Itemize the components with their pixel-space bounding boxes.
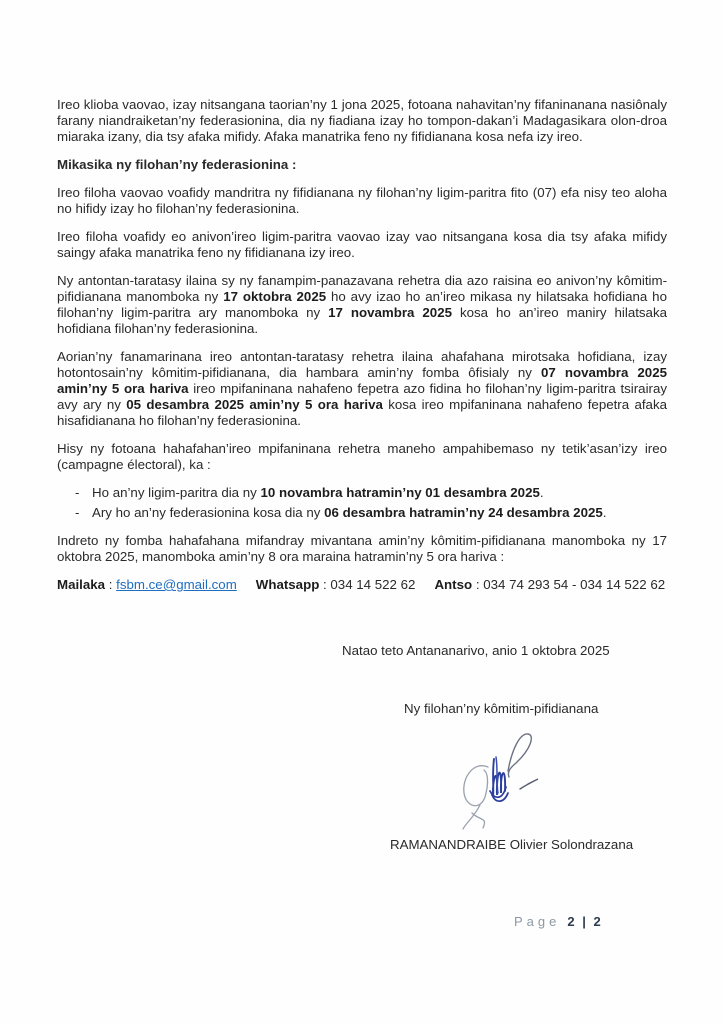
signature-block bbox=[452, 725, 572, 835]
paragraph-documents-dates bbox=[57, 273, 667, 337]
separator: : bbox=[472, 577, 484, 592]
list-item-federation-period bbox=[57, 505, 667, 521]
phone-numbers: 034 74 293 54 - 034 14 522 62 bbox=[483, 577, 666, 592]
dateline: Natao teto Antananarivo, anio 1 oktobra 2025 bbox=[342, 643, 610, 658]
text-run: Ary ho an’ny federasionina kosa dia ny bbox=[92, 505, 325, 520]
text-run: Aorian’ny fanamarinana ireo antontan-taratasy rehetra ilaina ahafahana mirotsaka hofidiana, izay hotontosain’ny kômitim-pifidianana, dia hambara amin’ny fomba ôfisialy ny bbox=[57, 349, 667, 380]
text-run: Ho an’ny ligim-paritra dia ny bbox=[92, 485, 261, 500]
paragraph-new-league-presidents: Ireo filoha voafidy eo anivon’ireo ligim-paritra vaovao izay vao nitsangana kosa dia tsy afaka mifidy saingy afaka manatrika feno ny fifidianana izy ireo. bbox=[57, 229, 667, 260]
page-footer bbox=[514, 914, 603, 930]
separator: : bbox=[105, 577, 117, 592]
text-run: ireo mpifaninana nahafeno fepetra azo fidina ho filohan’ny ligim-paritra tsirairay avy ary ny bbox=[57, 381, 667, 412]
campaign-period-list bbox=[57, 485, 667, 521]
separator: : bbox=[319, 577, 331, 592]
document-body bbox=[57, 97, 667, 853]
date-05-desambra-2025: 05 desambra 2025 amin’ny 5 ora hariva bbox=[126, 397, 383, 412]
text-run: Ny antontan-taratasy ilaina sy ny fanampim-panazavana rehetra dia azo raisina eo anivon’ny kômitim-pifidianana manomboka ny bbox=[57, 273, 667, 304]
signatory-title: Ny filohan’ny kômitim-pifidianana bbox=[404, 701, 599, 716]
footer-page-word: Page bbox=[514, 914, 561, 929]
footer-page-number: 2 | 2 bbox=[567, 914, 603, 929]
text-run: kosa ho an’ireo maniry hilatsaka hofidiana filohan’ny federasionina. bbox=[57, 305, 667, 336]
date-range-federation: 06 desambra hatramin’ny 24 desambra 2025 bbox=[324, 505, 603, 520]
paragraph-new-clubs: Ireo klioba vaovao, izay nitsangana taorian’ny 1 jona 2025, fotoana nahavitan’ny fifaninanana nasiônaly farany niandraiketan’ny federasionina, dia ny fiadiana izay ho tompon-dakan’i Madagasikara olon-droa miaraka izany, dia tsy afaka mifidy. Afaka manatrika feno ny fifidianana kosa nefa izy ireo. bbox=[57, 97, 667, 144]
date-07-novambra-2025: 07 novambra 2025 amin’ny 5 ora hariva bbox=[57, 365, 667, 396]
section-heading-federation-president: Mikasika ny filohan’ny federasionina : bbox=[57, 157, 297, 172]
signatory-name: RAMANANDRAIBE Olivier Solondrazana bbox=[390, 837, 634, 852]
text-run: kosa ireo mpifaninana nahafeno fepetra afaka hisafidianana ho filohan’ny federasionina. bbox=[57, 397, 667, 428]
paragraph-campaign-intro: Hisy ny fotoana hahafahan’ireo mpifaninana rehetra maneho ampahibemaso ny tetik’asan’izy ireo (campagne électoral), ka : bbox=[57, 441, 667, 472]
contact-phone bbox=[434, 577, 665, 592]
email-label: Mailaka bbox=[57, 577, 106, 592]
text-run: ho avy izao ho an’ireo mikasa ny hilatsaka hofidiana ho filohan’ny ligim-paritra ary manomboka ny bbox=[57, 289, 667, 320]
signature-scribble-icon bbox=[452, 725, 572, 835]
text-run: . bbox=[539, 485, 544, 500]
list-item-league-period bbox=[57, 485, 667, 501]
paragraph-elected-presidents-vote: Ireo filoha vaovao voafidy mandritra ny fifidianana ny filohan’ny ligim-paritra fito (07) efa nisy teo aloha no hifidy izay ho filohan’ny federasionina. bbox=[57, 185, 667, 216]
date-range-league: 10 novambra hatramin’ny 01 desambra 2025 bbox=[260, 485, 540, 500]
whatsapp-number: 034 14 522 62 bbox=[330, 577, 416, 592]
phone-label: Antso bbox=[434, 577, 473, 592]
contact-whatsapp bbox=[256, 577, 416, 592]
contact-email bbox=[57, 577, 237, 592]
paragraph-verification-announcement bbox=[57, 349, 667, 429]
email-link[interactable]: fsbm.ce@gmail.com bbox=[116, 577, 237, 592]
text-run: . bbox=[602, 505, 607, 520]
date-17-novambra-2025: 17 novambra 2025 bbox=[328, 305, 452, 320]
whatsapp-label: Whatsapp bbox=[255, 577, 320, 592]
contact-line bbox=[57, 577, 667, 593]
date-17-oktobra-2025: 17 oktobra 2025 bbox=[223, 289, 327, 304]
paragraph-contact-intro: Indreto ny fomba hahafahana mifandray mivantana amin’ny kômitim-pifidianana manomboka ny 17 oktobra 2025, manomboka amin’ny 8 ora maraina hatramin’ny 5 ora hariva : bbox=[57, 533, 667, 564]
